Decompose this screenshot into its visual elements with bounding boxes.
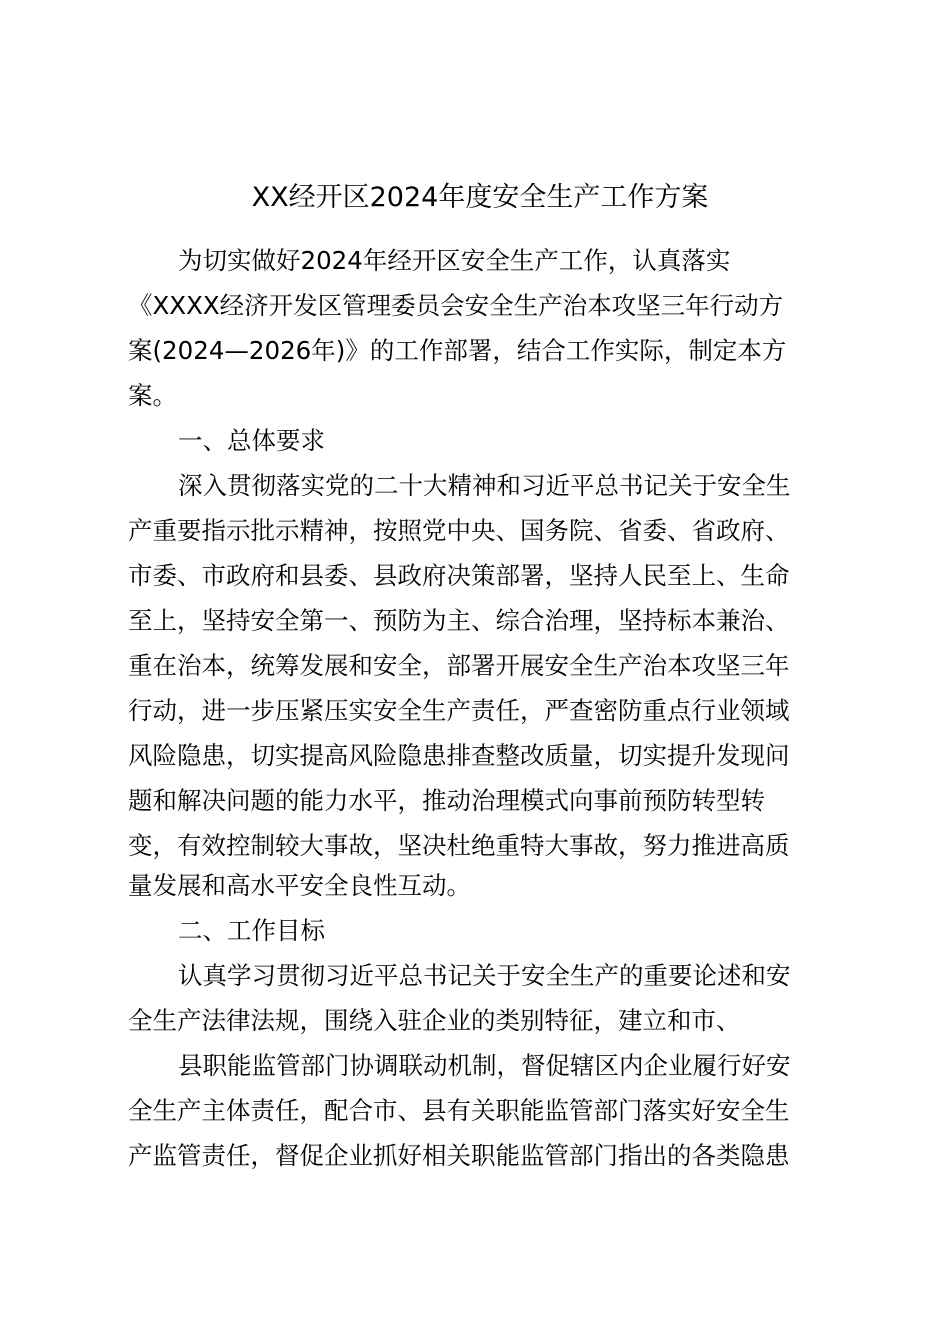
paragraph-line: 全生产法律法规，围绕入驻企业的类别特征，建立和市、 bbox=[128, 1006, 741, 1035]
paragraph-line: 案。 bbox=[128, 381, 177, 410]
paragraph-line: 县职能监管部门协调联动机制，督促辖区内企业履行好安 bbox=[178, 1051, 791, 1080]
paragraph-line: 变，有效控制较大事故，坚决杜绝重特大事故，努力推进高质 bbox=[128, 831, 790, 860]
paragraph-line: 案(2024—2026年)》的工作部署，结合工作实际，制定本方 bbox=[128, 336, 787, 365]
paragraph-line: 认真学习贯彻习近平总书记关于安全生产的重要论述和安 bbox=[178, 961, 791, 990]
section-heading: 一、总体要求 bbox=[178, 426, 325, 455]
paragraph-line: 行动，进一步压紧压实安全生产责任，严查密防重点行业领域 bbox=[128, 696, 790, 725]
paragraph-line: 量发展和高水平安全良性互动。 bbox=[128, 871, 471, 900]
paragraph-line: 题和解决问题的能力水平，推动治理模式向事前预防转型转 bbox=[128, 786, 765, 815]
paragraph-line: 市委、市政府和县委、县政府决策部署，坚持人民至上、生命 bbox=[128, 561, 790, 590]
paragraph-line: 为切实做好2024年经开区安全生产工作，认真落实 bbox=[178, 246, 731, 275]
paragraph-line: 至上，坚持安全第一、预防为主、综合治理，坚持标本兼治、 bbox=[128, 606, 790, 635]
paragraph-line: 全生产主体责任，配合市、县有关职能监管部门落实好安全生 bbox=[128, 1096, 790, 1125]
paragraph-line: 产重要指示批示精神，按照党中央、国务院、省委、省政府、 bbox=[128, 516, 790, 545]
paragraph-line: 《XXXX经济开发区管理委员会安全生产治本攻坚三年行动方 bbox=[128, 291, 784, 320]
paragraph-line: 深入贯彻落实党的二十大精神和习近平总书记关于安全生 bbox=[178, 471, 791, 500]
paragraph-line: 产监管责任，督促企业抓好相关职能监管部门指出的各类隐患 bbox=[128, 1141, 790, 1170]
paragraph-line: 重在治本，统筹发展和安全，部署开展安全生产治本攻坚三年 bbox=[128, 651, 790, 680]
section-heading: 二、工作目标 bbox=[178, 916, 325, 945]
paragraph-line: 风险隐患，切实提高风险隐患排查整改质量，切实提升发现问 bbox=[128, 741, 790, 770]
document-title: XX经开区2024年度安全生产工作方案 bbox=[251, 182, 709, 213]
